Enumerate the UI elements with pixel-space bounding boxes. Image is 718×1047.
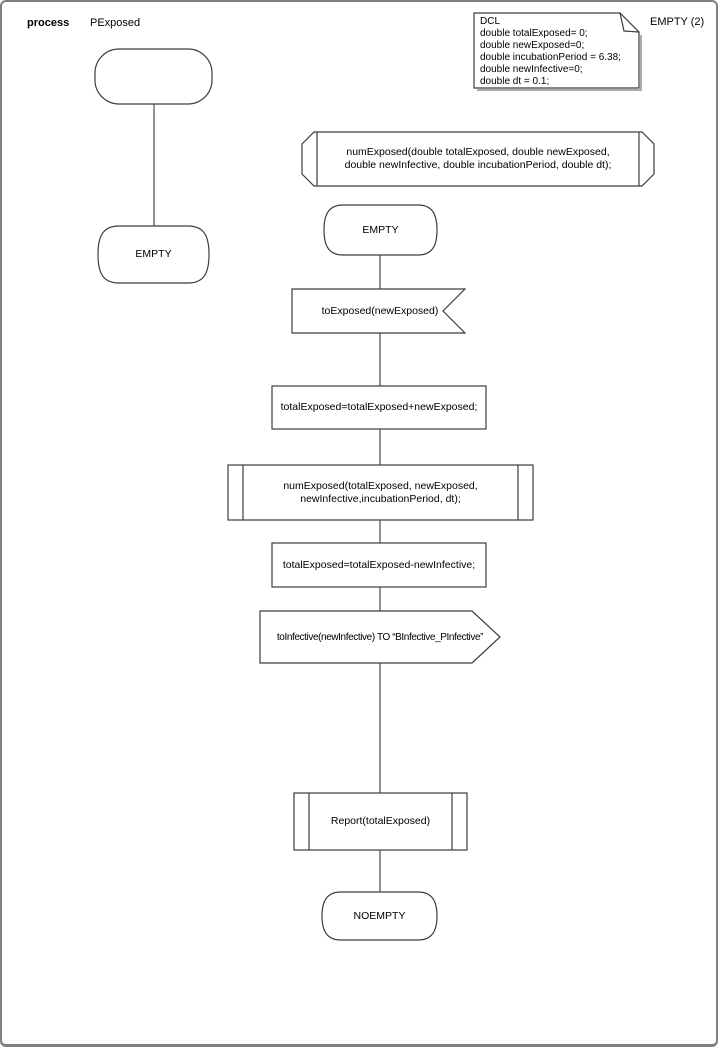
procedure-declaration-line2: double newInfective, double incubationPeriod, double dt);	[344, 159, 612, 171]
procedure-declaration-line1: numExposed(double totalExposed, double newExposed,	[346, 146, 610, 158]
dcl-line: double incubationPeriod = 6.38;	[480, 52, 621, 63]
process-kind-label: process	[27, 17, 70, 29]
dcl-line: double totalExposed= 0;	[480, 28, 588, 39]
procedure-call-label	[243, 465, 518, 520]
state-empty-label: EMPTY	[362, 223, 399, 236]
task-add-label: totalExposed=totalExposed+newExposed;	[280, 401, 478, 413]
dcl-line: double newInfective=0;	[480, 64, 583, 75]
dcl-line: double dt = 0.1;	[480, 76, 550, 87]
start-symbol	[95, 49, 212, 104]
page-number-label: EMPTY (2)	[650, 16, 705, 28]
task-subtract-label: totalExposed=totalExposed-newInfective;	[282, 558, 476, 571]
process-name-label: PExposed	[90, 17, 141, 29]
report-call-label: Report(totalExposed)	[330, 815, 431, 827]
end-state-label: NOEMPTY	[353, 909, 406, 922]
input-signal-label: toExposed(newExposed)	[321, 304, 439, 317]
procedure-call-line1: numExposed(totalExposed, newExposed,	[283, 479, 478, 492]
output-signal-label: toInfective(newInfective) TO “BInfective_PInfective”	[276, 631, 484, 643]
procedure-declaration-label	[302, 132, 654, 186]
dcl-note-text	[480, 16, 621, 88]
left-state-label: EMPTY	[135, 248, 172, 260]
dcl-line: double newExposed=0;	[480, 40, 585, 51]
dcl-line: DCL	[480, 16, 501, 27]
procedure-call-line2: newInfective,incubationPeriod, dt);	[300, 492, 461, 505]
